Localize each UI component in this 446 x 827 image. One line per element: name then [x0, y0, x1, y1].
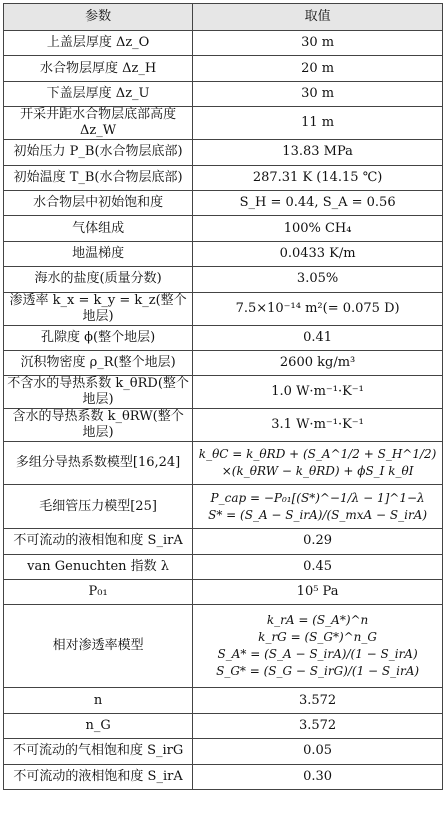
value-cell: 0.41 — [193, 325, 443, 350]
formula-line: k_rG = (S_G*)^n_G — [258, 630, 377, 645]
value-cell: 3.05% — [193, 267, 443, 292]
value-cell: 100% CH₄ — [193, 216, 443, 241]
formula-line: ×(k_θRW − k_θRD) + ϕS_I k_θI — [221, 464, 414, 479]
value-cell: 3.572 — [193, 713, 443, 738]
formula-line: S_G* = (S_G − S_irG)/(1 − S_irA) — [216, 664, 420, 679]
value-cell: S_H = 0.44, S_A = 0.56 — [193, 190, 443, 215]
param-cell: 下盖层厚度 Δz_U — [4, 81, 193, 106]
table-row — [4, 580, 443, 605]
param-cell: 初始温度 T_B(水合物层底部) — [4, 165, 193, 190]
value-cell: 30 m — [193, 81, 443, 106]
table-row — [4, 292, 443, 325]
formula-line: S_A* = (S_A − S_irA)/(1 − S_irA) — [217, 647, 418, 662]
table-row — [4, 216, 443, 241]
value-cell: 0.45 — [193, 554, 443, 579]
param-cell: 不可流动的液相饱和度 S_irA — [4, 529, 193, 554]
table-row — [4, 376, 443, 409]
table-row — [4, 241, 443, 266]
value-cell: 2600 kg/m³ — [193, 350, 443, 375]
value-cell: 10⁵ Pa — [193, 580, 443, 605]
formula-line: k_rA = (S_A*)^n — [266, 613, 369, 628]
value-cell: 0.29 — [193, 529, 443, 554]
param-cell: 海水的盐度(质量分数) — [4, 267, 193, 292]
table-row-relperm-model — [4, 605, 443, 688]
param-cell: n_G — [4, 713, 193, 738]
table-row-thermal-model — [4, 442, 443, 485]
value-cell: 7.5×10⁻¹⁴ m²(= 0.075 D) — [193, 292, 443, 325]
param-cell: 水合物层中初始饱和度 — [4, 190, 193, 215]
value-cell: 30 m — [193, 31, 443, 56]
param-cell: n — [4, 688, 193, 713]
param-cell: 不可流动的气相饱和度 S_irG — [4, 739, 193, 764]
table-row-capillary-model — [4, 485, 443, 529]
table-row — [4, 107, 443, 140]
param-cell: 开采井距水合物层底部高度 Δz_W — [4, 107, 193, 140]
table-row — [4, 56, 443, 81]
table-row — [4, 529, 443, 554]
table-row — [4, 350, 443, 375]
param-cell: 上盖层厚度 Δz_O — [4, 31, 193, 56]
formula-cell — [193, 485, 443, 529]
formula-line: S* = (S_A − S_irA)/(S_mxA − S_irA) — [208, 507, 428, 522]
table-row — [4, 81, 443, 106]
param-cell: 含水的导热系数 k_θRW(整个地层) — [4, 409, 193, 442]
value-cell: 0.0433 K/m — [193, 241, 443, 266]
param-cell: 气体组成 — [4, 216, 193, 241]
formula-line: k_θC = k_θRD + (S_A^1/2 + S_H^1/2) — [198, 447, 437, 462]
value-cell: 13.83 MPa — [193, 140, 443, 165]
param-cell: 沉积物密度 ρ_R(整个地层) — [4, 350, 193, 375]
formula-cell — [193, 442, 443, 485]
param-cell: 水合物层厚度 Δz_H — [4, 56, 193, 81]
table-row — [4, 165, 443, 190]
value-cell: 0.05 — [193, 739, 443, 764]
param-cell: 多组分导热系数模型[16,24] — [4, 442, 193, 485]
table-row — [4, 554, 443, 579]
table-row — [4, 325, 443, 350]
table-row — [4, 31, 443, 56]
header-value: 取值 — [193, 4, 443, 31]
param-cell: P₀₁ — [4, 580, 193, 605]
value-cell: 3.1 W·m⁻¹·K⁻¹ — [193, 409, 443, 442]
param-cell: 孔隙度 ϕ(整个地层) — [4, 325, 193, 350]
table-row — [4, 739, 443, 764]
param-cell: van Genuchten 指数 λ — [4, 554, 193, 579]
value-cell: 3.572 — [193, 688, 443, 713]
value-cell: 287.31 K (14.15 ℃) — [193, 165, 443, 190]
table-row — [4, 267, 443, 292]
table-row — [4, 764, 443, 789]
param-cell: 地温梯度 — [4, 241, 193, 266]
param-cell: 不可流动的液相饱和度 S_irA — [4, 764, 193, 789]
parameter-table — [3, 3, 443, 790]
table-row — [4, 190, 443, 215]
table-row — [4, 713, 443, 738]
param-cell: 不含水的导热系数 k_θRD(整个地层) — [4, 376, 193, 409]
value-cell: 0.30 — [193, 764, 443, 789]
value-cell: 1.0 W·m⁻¹·K⁻¹ — [193, 376, 443, 409]
table-header-row — [4, 4, 443, 31]
table-row — [4, 688, 443, 713]
table-row — [4, 140, 443, 165]
param-cell: 相对渗透率模型 — [4, 605, 193, 688]
formula-line: P_cap = −P₀₁[(S*)^−1/λ − 1]^1−λ — [210, 490, 425, 505]
formula-cell — [193, 605, 443, 688]
value-cell: 20 m — [193, 56, 443, 81]
table-row — [4, 409, 443, 442]
header-param: 参数 — [4, 4, 193, 31]
param-cell: 毛细管压力模型[25] — [4, 485, 193, 529]
param-cell: 渗透率 k_x = k_y = k_z(整个地层) — [4, 292, 193, 325]
value-cell: 11 m — [193, 107, 443, 140]
param-cell: 初始压力 P_B(水合物层底部) — [4, 140, 193, 165]
